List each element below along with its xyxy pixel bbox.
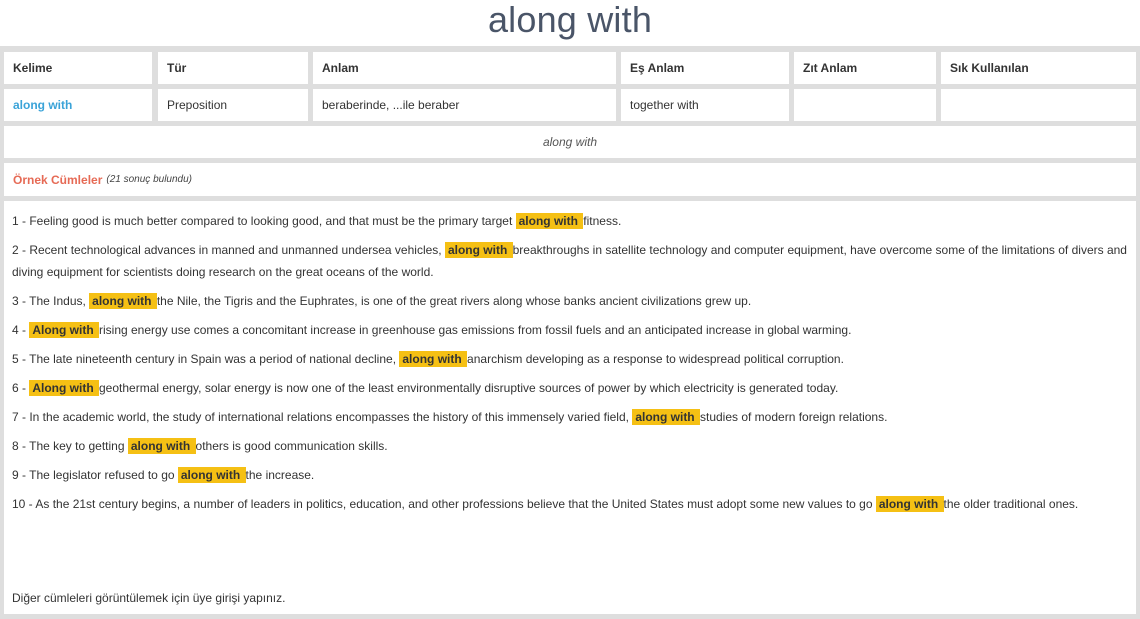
word-synonym: together with (621, 89, 789, 121)
highlighted-phrase: along with (89, 293, 157, 309)
login-prompt[interactable]: Diğer cümleleri görüntülemek için üye girişi yapınız. (12, 591, 286, 605)
examples-title: Örnek Cümleler (13, 172, 103, 187)
sentence-list (12, 210, 1128, 515)
highlighted-phrase: along with (128, 438, 196, 454)
sentence-text: fitness. (583, 214, 622, 228)
sentence-text: the increase. (245, 468, 315, 482)
sentence-text: the Nile, the Tigris and the Euphrates, is one of the great rivers along whose banks ancient civilizations grew up. (156, 294, 752, 308)
example-sentence (12, 239, 1128, 283)
word-antonym (794, 89, 936, 121)
example-sentence (12, 464, 1128, 486)
sentence-text: breakthroughs in satellite technology and computer equipment, have overcome some of the limitations of divers and diving equipment for scientists doing research on the great oceans of the world. (12, 243, 1127, 279)
highlighted-phrase: along with (445, 242, 513, 258)
header-anlam: Anlam (313, 52, 616, 84)
sentence-text: geothermal energy, solar energy is now one of the least environmentally disruptive sources of power by which electricity is generated today. (99, 381, 839, 395)
word-common (941, 89, 1136, 121)
sentence-text: 10 - As the 21st century begins, a number of leaders in politics, education, and other professions believe that the United States must adopt some new values to go (12, 497, 876, 511)
example-sentence (12, 493, 1128, 515)
examples-header (4, 163, 1136, 196)
highlighted-phrase: along with (876, 496, 944, 512)
example-sentence (12, 290, 1128, 312)
header-kelime: Kelime (4, 52, 152, 84)
example-sentence (12, 406, 1128, 428)
highlighted-phrase: Along with (29, 322, 99, 338)
sentence-text: rising energy use comes a concomitant increase in greenhouse gas emissions from fossil fuels and an anticipated increase in global warming. (99, 323, 852, 337)
highlighted-phrase: along with (178, 467, 246, 483)
header-sik-kullanilan: Sık Kullanılan (941, 52, 1136, 84)
sentence-text: 8 - The key to getting (12, 439, 128, 453)
sentence-text: 7 - In the academic world, the study of international relations encompasses the history of this immensely varied field, (12, 410, 633, 424)
phrase-row: along with (4, 126, 1136, 158)
page-title: along with (487, 0, 653, 40)
dictionary-panel (0, 46, 1140, 619)
sentence-text: anarchism developing as a response to widespread political corruption. (467, 352, 844, 366)
highlighted-phrase: along with (516, 213, 584, 229)
sentence-text: 4 - (12, 323, 30, 337)
sentence-text: 5 - The late nineteenth century in Spain was a period of national decline, (12, 352, 400, 366)
word-meaning: beraberinde, ...ile beraber (313, 89, 616, 121)
sentence-text: 3 - The Indus, (12, 294, 90, 308)
word-type: Preposition (158, 89, 308, 121)
highlighted-phrase: along with (632, 409, 700, 425)
header-tur: Tür (158, 52, 308, 84)
header-zit-anlam: Zıt Anlam (794, 52, 936, 84)
header-es-anlam: Eş Anlam (621, 52, 789, 84)
sentence-text: 9 - The legislator refused to go (12, 468, 178, 482)
sentence-text: 6 - (12, 381, 30, 395)
example-sentence (12, 319, 1128, 341)
highlighted-phrase: along with (399, 351, 467, 367)
example-sentence (12, 377, 1128, 399)
sentence-text: 1 - Feeling good is much better compared to looking good, and that must be the primary target (12, 214, 516, 228)
highlighted-phrase: Along with (29, 380, 99, 396)
example-sentence (12, 348, 1128, 370)
example-sentences (4, 201, 1136, 614)
sentence-text: studies of modern foreign relations. (699, 410, 888, 424)
sentence-text: 2 - Recent technological advances in manned and unmanned undersea vehicles, (12, 243, 445, 257)
sentence-text: others is good communication skills. (195, 439, 388, 453)
sentence-text: the older traditional ones. (943, 497, 1079, 511)
examples-count: (21 sonuç bulundu) (106, 174, 192, 185)
example-sentence (12, 435, 1128, 457)
word-link[interactable]: along with (4, 89, 152, 121)
example-sentence (12, 210, 1128, 232)
